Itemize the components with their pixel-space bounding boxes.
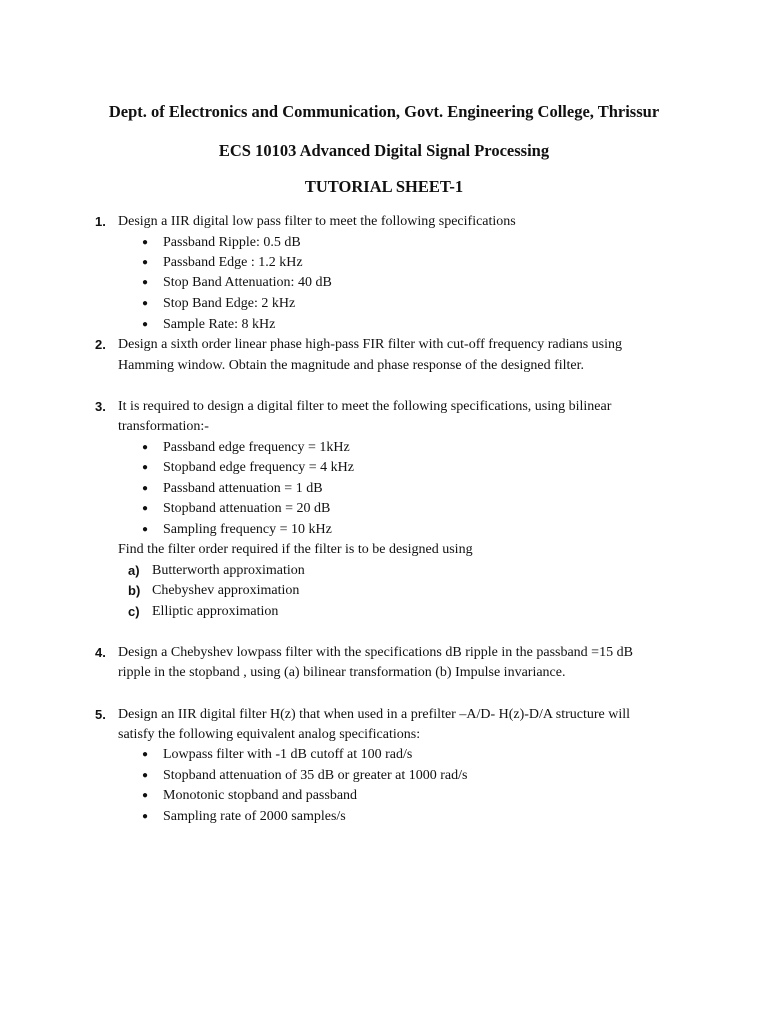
option-label: c): [128, 604, 140, 619]
spec-item: Passband Ripple: 0.5 dB: [163, 235, 301, 250]
option-text: Chebyshev approximation: [152, 583, 300, 598]
spec-item: Stop Band Edge: 2 kHz: [163, 296, 296, 311]
spec-item: Passband Edge : 1.2 kHz: [163, 255, 303, 270]
option-label: b): [128, 583, 141, 598]
spec-item: Lowpass filter with -1 dB cutoff at 100 rad/s: [163, 747, 413, 762]
question-text: Design an IIR digital filter H(z) that when used in a prefilter –A/D- H(z)-D/A structure will: [118, 707, 631, 722]
bullet-icon: ●: [142, 749, 149, 760]
spec-item: Stopband attenuation = 20 dB: [163, 501, 331, 516]
question-text: transformation:-: [118, 419, 209, 434]
institution-heading: Dept. of Electronics and Communication, Govt. Engineering College, Thrissur: [108, 102, 660, 121]
question-text: It is required to design a digital filter to meet the following specifications, using bilinear: [118, 399, 612, 414]
question-number: 4.: [95, 645, 106, 660]
spec-item: Monotonic stopband and passband: [163, 788, 358, 803]
course-heading: ECS 10103 Advanced Digital Signal Processing: [218, 141, 550, 160]
sheet-title: TUTORIAL SHEET-1: [304, 177, 464, 196]
bullet-icon: ●: [142, 503, 149, 514]
question-text: satisfy the following equivalent analog specifications:: [118, 727, 421, 742]
option-text: Butterworth approximation: [152, 563, 305, 578]
spec-item: Stop Band Attenuation: 40 dB: [163, 275, 332, 290]
bullet-icon: ●: [142, 237, 149, 248]
bullet-icon: ●: [142, 462, 149, 473]
question-text: ripple in the stopband , using (a) bilinear transformation (b) Impulse invariance.: [118, 665, 566, 680]
option-label: a): [128, 563, 140, 578]
question-text: Design a sixth order linear phase high-pass FIR filter with cut-off frequency radians using: [118, 337, 622, 352]
spec-item: Sampling rate of 2000 samples/s: [163, 809, 346, 824]
question-number: 2.: [95, 337, 106, 352]
question-number: 5.: [95, 707, 106, 722]
bullet-icon: ●: [142, 298, 149, 309]
spec-item: Stopband edge frequency = 4 kHz: [163, 460, 355, 475]
bullet-icon: ●: [142, 524, 149, 535]
bullet-icon: ●: [142, 319, 149, 330]
bullet-icon: ●: [142, 277, 149, 288]
bullet-icon: ●: [142, 442, 149, 453]
spec-item: Passband attenuation = 1 dB: [163, 481, 323, 496]
question-text: Design a IIR digital low pass filter to meet the following specifications: [118, 214, 516, 229]
bullet-icon: ●: [142, 790, 149, 801]
spec-item: Passband edge frequency = 1kHz: [163, 440, 350, 455]
option-text: Elliptic approximation: [152, 604, 279, 619]
spec-item: Sampling frequency = 10 kHz: [163, 522, 332, 537]
question-text: Hamming window. Obtain the magnitude and phase response of the designed filter.: [118, 358, 585, 373]
bullet-icon: ●: [142, 257, 149, 268]
spec-item: Sample Rate: 8 kHz: [163, 317, 276, 332]
question-followup: Find the filter order required if the filter is to be designed using: [118, 542, 473, 557]
question-number: 3.: [95, 399, 106, 414]
bullet-icon: ●: [142, 770, 149, 781]
bullet-icon: ●: [142, 483, 149, 494]
bullet-icon: ●: [142, 811, 149, 822]
question-text: Design a Chebyshev lowpass filter with the specifications dB ripple in the passband =15 dB: [118, 645, 633, 660]
question-number: 1.: [95, 214, 106, 229]
spec-item: Stopband attenuation of 35 dB or greater at 1000 rad/s: [163, 768, 468, 783]
